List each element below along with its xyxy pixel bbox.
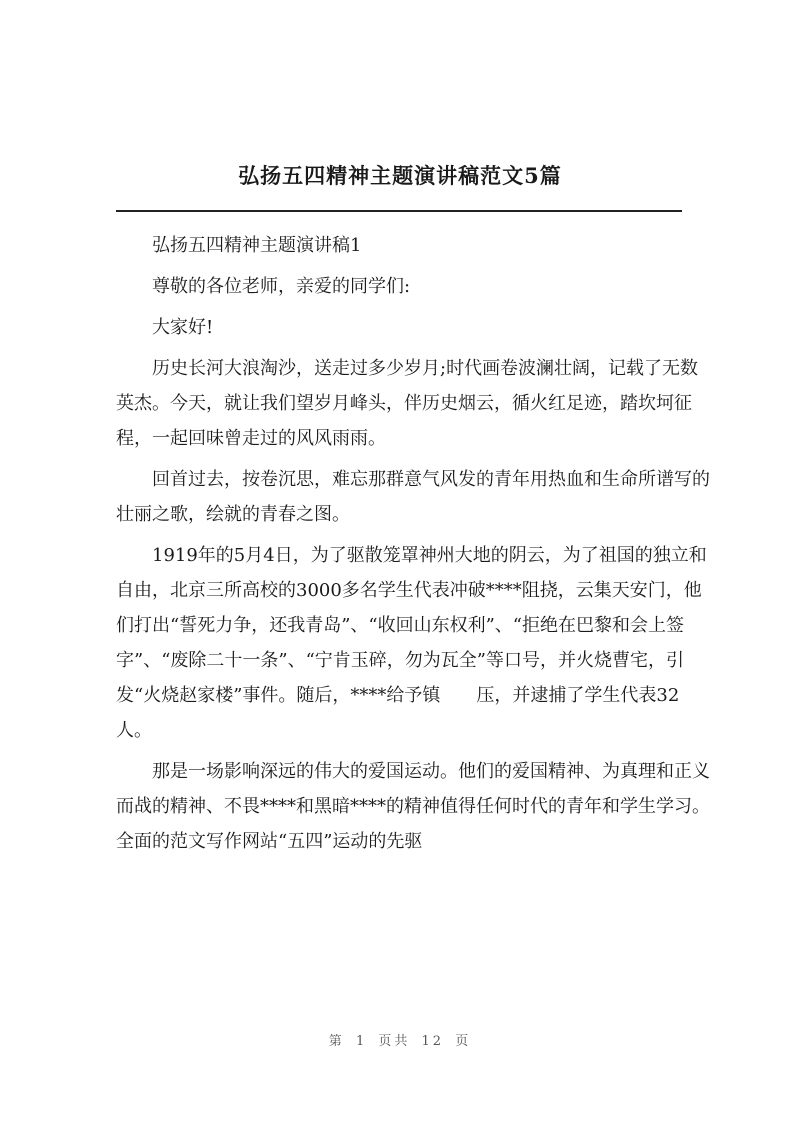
footer-page-number: 1 (355, 1034, 368, 1049)
footer-suffix: 页 (455, 1034, 472, 1049)
title-divider (116, 210, 682, 212)
paragraph: 回首过去，按卷沉思，难忘那群意气风发的青年用热血和生命所谱写的壮丽之歌，绘就的青春之图。 (116, 469, 710, 525)
paragraph: 尊敬的各位老师，亲爱的同学们: (152, 276, 411, 297)
paragraph: 1919年的5月4日，为了驱散笼罩神州大地的阴云，为了祖国的独立和自由，北京三所高校的3000多名学生代表冲破****阻挠，云集天安门，他们打出“誓死力争，还我青岛”、“收回山东权利”、“拒绝在巴黎和会上签字”、“废除二十一条”、“宁肯玉碎，勿为瓦全”等口号，并火烧曹宅，引发“火烧赵家楼”事件。随后，****给予镇 压，并逮捕了学生代表32人。 (116, 545, 707, 741)
footer-total-pages: 12 (421, 1034, 445, 1049)
paragraph: 那是一场影响深远的伟大的爱国运动。他们的爱国精神、为真理和正义而战的精神、不畏****和黑暗****的精神值得任何时代的青年和学生学习。全面的范文写作网站“五四”运动的先驱 (116, 761, 710, 852)
paragraph: 大家好! (152, 317, 214, 338)
footer-prefix: 第 (328, 1034, 345, 1049)
paragraph: 历史长河大浪淘沙，送走过多少岁月;时代画卷波澜壮阔，记载了无数英杰。今天，就让我们望岁月峰头，伴历史烟云，循火红足迹，踏坎坷征程，一起回味曾走过的风风雨雨。 (116, 358, 699, 449)
page-footer (0, 1030, 800, 1049)
footer-middle: 页共 (378, 1034, 411, 1049)
document-body (116, 228, 710, 865)
page-title: 弘扬五四精神主题演讲稿范文5篇 (238, 163, 562, 188)
paragraph: 弘扬五四精神主题演讲稿1 (152, 235, 362, 256)
